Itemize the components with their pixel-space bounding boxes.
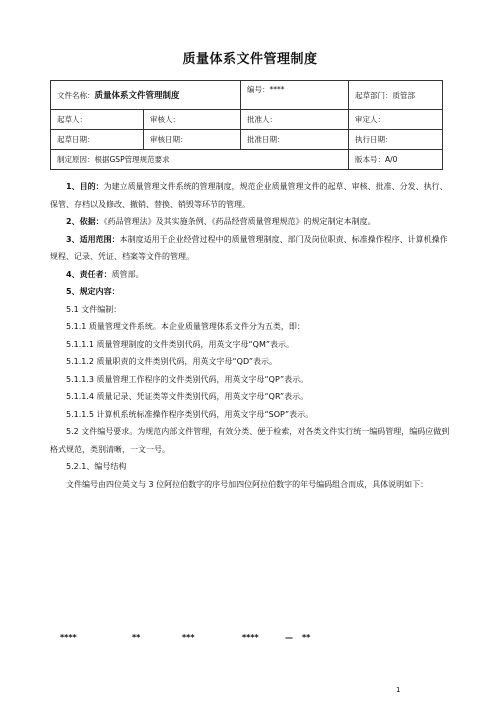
section-provisions-heading: 5、规定内容： bbox=[66, 287, 120, 296]
approver-cell: 批准人： bbox=[241, 110, 349, 130]
execute-date-cell: 执行日期： bbox=[349, 130, 443, 150]
version-cell: 版本号：A/0 bbox=[349, 150, 443, 170]
drafter-cell: 起草人： bbox=[51, 110, 144, 130]
clause-5-1-1-2: 5.1.1.2 质量职责的文件类别代码，用英文字母“QD”表示。 bbox=[66, 357, 278, 366]
document-body bbox=[50, 178, 450, 493]
clause-5-1-1-5: 5.1.1.5 计算机系统标准操作程序类别代码，用英文字母“SOP”表示。 bbox=[66, 409, 314, 419]
section-heading: 3、适用范围： bbox=[66, 234, 120, 244]
section-purpose bbox=[50, 178, 450, 213]
code-segment: *** bbox=[182, 633, 195, 642]
clause-5-2-1: 5.2.1、编号结构 bbox=[66, 462, 127, 471]
section-heading: 1、目的： bbox=[66, 182, 104, 191]
clause-5-2-1-text: 文件编号由四位英文与 3 位阿拉伯数字的序号加四位阿拉伯数字的年号编码组合而成，具体说明如下： bbox=[66, 479, 429, 489]
section-text: 本制度适用于企业经营过程中的质量管理制度、部门及岗位职责、标准操作程序、计算机操作规程、记录、凭证、档案等文件的管理。 bbox=[50, 234, 448, 261]
section-text: 为建立质量管理文件系统的管理制度，规范企业质量管理文件的起草、审核、批准、分发、执行、保管、存档以及修改、撤销、替换、销毁等环节的管理。 bbox=[50, 182, 448, 209]
draft-date-cell: 起草日期： bbox=[51, 130, 144, 150]
finalizer-cell: 审定人： bbox=[349, 110, 443, 130]
section-heading: 2、依据： bbox=[66, 217, 104, 226]
reviewer-cell: 审核人： bbox=[144, 110, 241, 130]
section-text: 质管部。 bbox=[111, 269, 144, 279]
table-row bbox=[51, 110, 443, 130]
reason-cell: 制定原因：根据GSP管理规范要求 bbox=[51, 150, 349, 170]
doc-name-value: 质量体系文件管理制度 bbox=[94, 91, 180, 101]
review-date-cell: 审核日期： bbox=[144, 130, 241, 150]
clause-5-1: 5.1 文件编制： bbox=[66, 304, 122, 314]
section-text: 《药品管理法》及其实施条例、《药品经营质量管理规范》的规定制定本制度。 bbox=[103, 217, 376, 226]
clause-5-1-1-4: 5.1.1.4 质量记录、凭证类等文件类别代码，用英文字母“QR”表示。 bbox=[66, 392, 309, 401]
code-segment: ** bbox=[302, 633, 311, 642]
section-heading: 4、责任者： bbox=[66, 269, 112, 279]
approve-date-cell: 批准日期： bbox=[241, 130, 349, 150]
page-number: 1 bbox=[396, 686, 401, 694]
table-row bbox=[51, 150, 443, 170]
doc-name-cell bbox=[51, 81, 241, 110]
table-row bbox=[51, 81, 443, 110]
code-segment: ** bbox=[132, 633, 141, 642]
clause-5-1-1-1: 5.1.1.1 质量管理制度的文件类别代码，用英文字母“QM”表示。 bbox=[66, 339, 295, 349]
code-separator: — bbox=[285, 633, 293, 642]
table-row bbox=[51, 130, 443, 150]
section-responsible bbox=[50, 266, 450, 284]
doc-number-cell: 编号：**** bbox=[241, 81, 349, 110]
clause-5-2: 5.2 文件编号要求。为规范内部文件管理，有效分类、便于检索，对各类文件实行统一编码管理，编码应做到格式规范，类别清晰，一文一号。 bbox=[50, 427, 450, 454]
code-segment: **** bbox=[242, 633, 259, 642]
doc-name-label: 文件名称： bbox=[57, 91, 95, 100]
page-title: 质量体系文件管理制度 bbox=[182, 52, 318, 67]
section-basis bbox=[50, 213, 450, 231]
clause-5-1-1-3: 5.1.1.3 质量管理工作程序的文件类别代码，用英文字母“QP”表示。 bbox=[66, 374, 309, 384]
document-info-table bbox=[50, 80, 443, 170]
draft-dept-cell: 起草部门：质管部 bbox=[349, 81, 443, 110]
code-segment: **** bbox=[60, 633, 77, 642]
section-scope bbox=[50, 231, 450, 266]
clause-5-1-1: 5.1.1 质量管理文件系统。本企业质量管理体系文件分为五类，即： bbox=[66, 322, 305, 331]
